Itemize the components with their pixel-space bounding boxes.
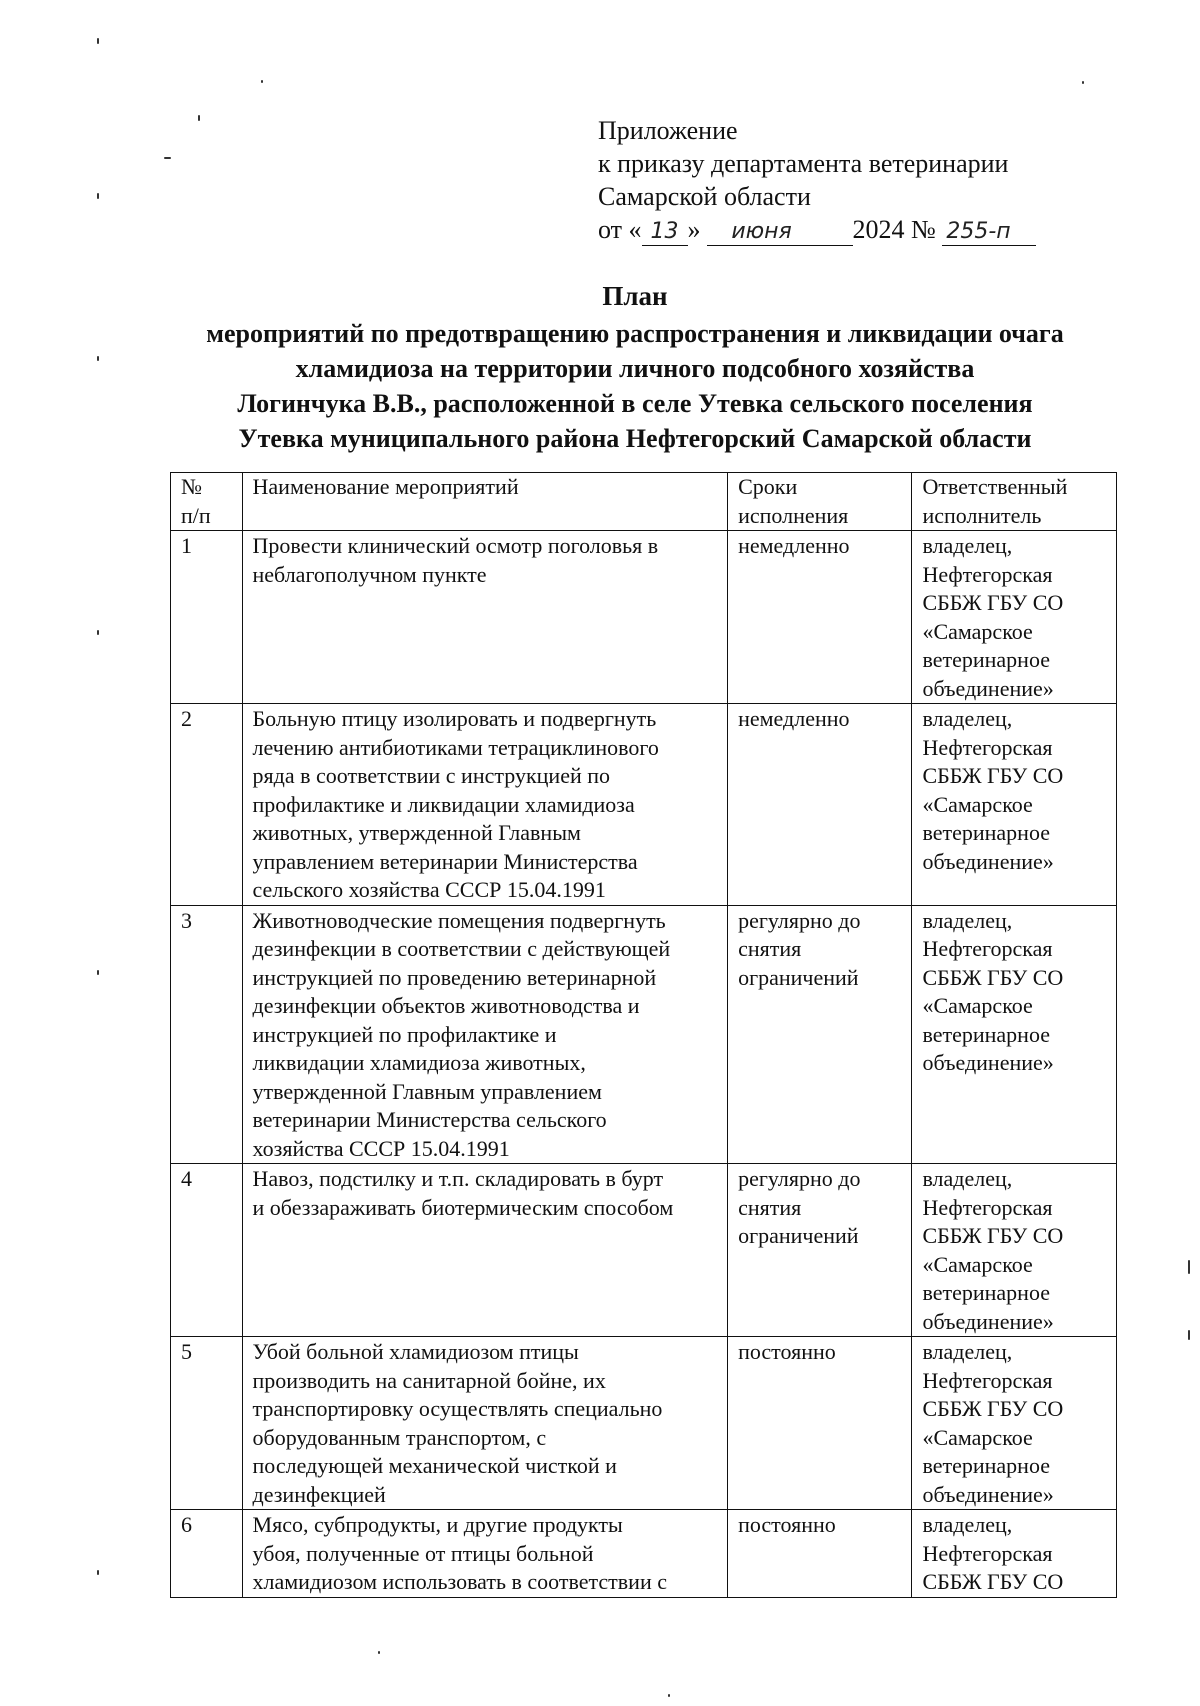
- measure-responsible-line: «Самарское: [922, 1251, 1033, 1277]
- measure-responsible: [912, 704, 1117, 906]
- table-row: [171, 1510, 1117, 1598]
- appendix-line-2: к приказу департамента ветеринарии: [598, 149, 1009, 178]
- measure-name-line: оборудованным транспортом, с: [252, 1424, 547, 1450]
- row-number: 2: [171, 704, 243, 906]
- measure-responsible: [912, 531, 1117, 704]
- measure-name: [242, 905, 728, 1164]
- row-number: 5: [171, 1337, 243, 1510]
- table-row: [171, 704, 1117, 906]
- measure-responsible-line: владелец,: [922, 1166, 1013, 1191]
- measure-responsible-line: владелец,: [922, 1339, 1013, 1364]
- measure-responsible: [912, 905, 1117, 1164]
- measure-responsible-line: ветеринарное: [922, 647, 1050, 672]
- measure-responsible-line: «Самарское: [922, 791, 1033, 817]
- measure-name-line: Мясо, субпродукты, и другие продукты: [252, 1512, 623, 1537]
- measure-name-line: последующей механической чисткой и: [252, 1453, 617, 1478]
- appendix-date-line: [598, 213, 1036, 246]
- measure-term-line: ограничений: [738, 964, 859, 990]
- measure-term: [728, 704, 912, 906]
- measure-name-line: сельского хозяйства СССР 15.04.1991: [252, 877, 606, 902]
- measure-responsible-line: владелец,: [922, 1512, 1013, 1537]
- measure-term-line: немедленно: [738, 533, 850, 558]
- measure-name-line: утвержденной Главным управлением: [252, 1078, 602, 1104]
- measure-term-line: ограничений: [738, 1223, 859, 1248]
- scan-speck: [378, 1651, 380, 1654]
- measure-name-line: неблагополучном пункте: [252, 561, 487, 587]
- scan-speck: [97, 356, 99, 361]
- measure-responsible-line: «Самарское: [922, 1424, 1033, 1450]
- header-num: № п/п: [171, 473, 243, 531]
- measure-responsible: [912, 1164, 1117, 1337]
- measure-name-line: Больную птицу изолировать и подвергнуть: [252, 706, 657, 731]
- measure-name-line: лечению антибиотиками тетрациклинового: [252, 734, 659, 760]
- measure-responsible-line: Нефтегорская: [922, 561, 1053, 587]
- measure-term: [728, 1337, 912, 1510]
- measure-responsible-line: владелец,: [922, 706, 1013, 731]
- measure-responsible-line: ветеринарное: [922, 1021, 1050, 1047]
- row-number: 6: [171, 1510, 243, 1598]
- title-plan: План: [602, 281, 668, 311]
- month-underline: [817, 219, 853, 246]
- date-prefix: от «: [598, 215, 642, 244]
- date-year-number-label: 2024 №: [852, 215, 936, 244]
- measure-responsible-line: Нефтегорская: [922, 1540, 1053, 1566]
- measure-name-line: Животноводческие помещения подвергнуть: [252, 907, 666, 933]
- measure-name-line: дезинфекцией: [252, 1481, 386, 1507]
- measure-responsible-line: СББЖ ГБУ СО: [922, 763, 1064, 788]
- row-number: 4: [171, 1164, 243, 1337]
- scan-speck: [97, 38, 99, 44]
- measure-responsible-line: ветеринарное: [922, 1280, 1050, 1305]
- measure-responsible-line: СББЖ ГБУ СО: [922, 1223, 1064, 1248]
- row-number: 1: [171, 531, 243, 704]
- document-title: [140, 278, 1130, 456]
- measure-responsible-line: СББЖ ГБУ СО: [922, 964, 1064, 990]
- measure-name-line: хозяйства СССР 15.04.1991: [252, 1135, 510, 1161]
- measure-name-line: дезинфекции в соответствии с действующей: [252, 936, 671, 961]
- measure-name-line: управлением ветеринарии Министерства: [252, 848, 638, 874]
- measure-name-line: инструкцией по проведению ветеринарной: [252, 964, 657, 990]
- measure-responsible-line: «Самарское: [922, 618, 1033, 644]
- title-line-1: мероприятий по предотвращению распространения и ликвидации очага: [206, 319, 1064, 348]
- measure-term-line: постоянно: [738, 1512, 836, 1537]
- title-line-3: Логинчука В.В., расположенной в селе Утевка сельского поселения: [237, 389, 1033, 418]
- measure-responsible-line: объединение»: [922, 675, 1054, 701]
- measure-responsible: [912, 1510, 1117, 1598]
- measure-name-line: инструкцией по профилактике и: [252, 1021, 557, 1047]
- scan-speck: [261, 80, 263, 83]
- measure-responsible-line: объединение»: [922, 1050, 1054, 1075]
- table-row: [171, 1164, 1117, 1337]
- handwritten-day: 13: [642, 219, 688, 246]
- measure-name: [242, 531, 728, 704]
- scan-speck: [97, 970, 99, 975]
- measure-name-line: и обеззараживать биотермическим способом: [252, 1194, 674, 1220]
- scan-speck: [668, 1694, 670, 1697]
- measure-responsible-line: ветеринарное: [922, 820, 1050, 845]
- measure-name-line: Навоз, подстилку и т.п. складировать в бурт: [252, 1166, 664, 1191]
- handwritten-order-number: 255-п: [942, 219, 1036, 246]
- measure-name-line: хламидиозом использовать в соответствии с: [252, 1569, 667, 1594]
- measure-responsible-line: объединение»: [922, 848, 1054, 874]
- measure-term: [728, 531, 912, 704]
- measure-term-line: регулярно до: [738, 907, 861, 933]
- measure-term-line: немедленно: [738, 706, 850, 731]
- header-name: Наименование мероприятий: [242, 473, 728, 531]
- measure-responsible-line: СББЖ ГБУ СО: [922, 590, 1064, 615]
- measure-name: [242, 1164, 728, 1337]
- measure-responsible-line: владелец,: [922, 533, 1013, 558]
- measure-term: [728, 1510, 912, 1598]
- scan-speck: [97, 630, 99, 635]
- header-responsible: Ответственный исполнитель: [912, 473, 1117, 531]
- title-line-4: Утевка муниципального района Нефтегорский Самарской области: [238, 424, 1032, 453]
- measure-term-line: снятия: [738, 936, 802, 961]
- scan-speck: [1188, 1330, 1190, 1340]
- measure-responsible-line: «Самарское: [922, 993, 1033, 1018]
- measure-name: [242, 1510, 728, 1598]
- measure-responsible-line: объединение»: [922, 1481, 1054, 1507]
- measure-name-line: убоя, полученные от птицы больной: [252, 1540, 594, 1566]
- row-number: 3: [171, 905, 243, 1164]
- measure-name-line: дезинфекции объектов животноводства и: [252, 993, 640, 1018]
- measure-responsible-line: Нефтегорская: [922, 1367, 1053, 1393]
- appendix-line-1: Приложение: [598, 116, 738, 145]
- measure-name-line: профилактике и ликвидации хламидиоза: [252, 791, 635, 817]
- scan-speck: [1188, 1260, 1190, 1274]
- measure-term-line: постоянно: [738, 1339, 836, 1364]
- table-row: [171, 905, 1117, 1164]
- measure-name-line: животных, утвержденной Главным: [252, 820, 581, 845]
- measure-name-line: ветеринарии Министерства сельского: [252, 1107, 607, 1132]
- scan-speck: [1082, 81, 1084, 84]
- measure-responsible-line: Нефтегорская: [922, 936, 1053, 961]
- title-line-2: хламидиоза на территории личного подсобного хозяйства: [295, 354, 975, 383]
- measure-responsible-line: владелец,: [922, 907, 1013, 933]
- measure-responsible-line: ветеринарное: [922, 1453, 1050, 1478]
- measure-name: [242, 704, 728, 906]
- measure-responsible-line: Нефтегорская: [922, 734, 1053, 760]
- measure-term: [728, 905, 912, 1164]
- scan-speck: [164, 157, 171, 159]
- table-row: [171, 1337, 1117, 1510]
- measure-name-line: ряда в соответствии с инструкцией по: [252, 763, 611, 788]
- scan-speck: [97, 193, 99, 199]
- table-header-row: [171, 473, 1117, 531]
- table-body: [171, 531, 1117, 1598]
- measure-name-line: Провести клинический осмотр поголовья в: [252, 533, 659, 558]
- measure-responsible-line: Нефтегорская: [922, 1194, 1053, 1220]
- measure-responsible-line: объединение»: [922, 1308, 1054, 1334]
- scan-speck: [97, 1570, 99, 1575]
- measure-responsible: [912, 1337, 1117, 1510]
- header-term: Сроки исполнения: [728, 473, 912, 531]
- appendix-line-3: Самарской области: [598, 182, 811, 211]
- measure-term-line: снятия: [738, 1194, 802, 1220]
- table-row: [171, 531, 1117, 704]
- appendix-block: [598, 114, 1036, 246]
- measure-name: [242, 1337, 728, 1510]
- measure-name-line: производить на санитарной бойне, их: [252, 1367, 606, 1393]
- measure-name-line: Убой больной хламидиозом птицы: [252, 1339, 579, 1364]
- measure-term-line: регулярно до: [738, 1166, 861, 1191]
- handwritten-month: июня: [707, 219, 817, 246]
- measure-responsible-line: СББЖ ГБУ СО: [922, 1396, 1064, 1421]
- date-day-close: »: [687, 215, 701, 244]
- measure-term: [728, 1164, 912, 1337]
- measure-name-line: транспортировку осуществлять специально: [252, 1396, 663, 1421]
- measure-responsible-line: СББЖ ГБУ СО: [922, 1569, 1064, 1594]
- measure-name-line: ликвидации хламидиоза животных,: [252, 1050, 586, 1075]
- scan-speck: [198, 115, 200, 121]
- measures-table: [170, 472, 1117, 1598]
